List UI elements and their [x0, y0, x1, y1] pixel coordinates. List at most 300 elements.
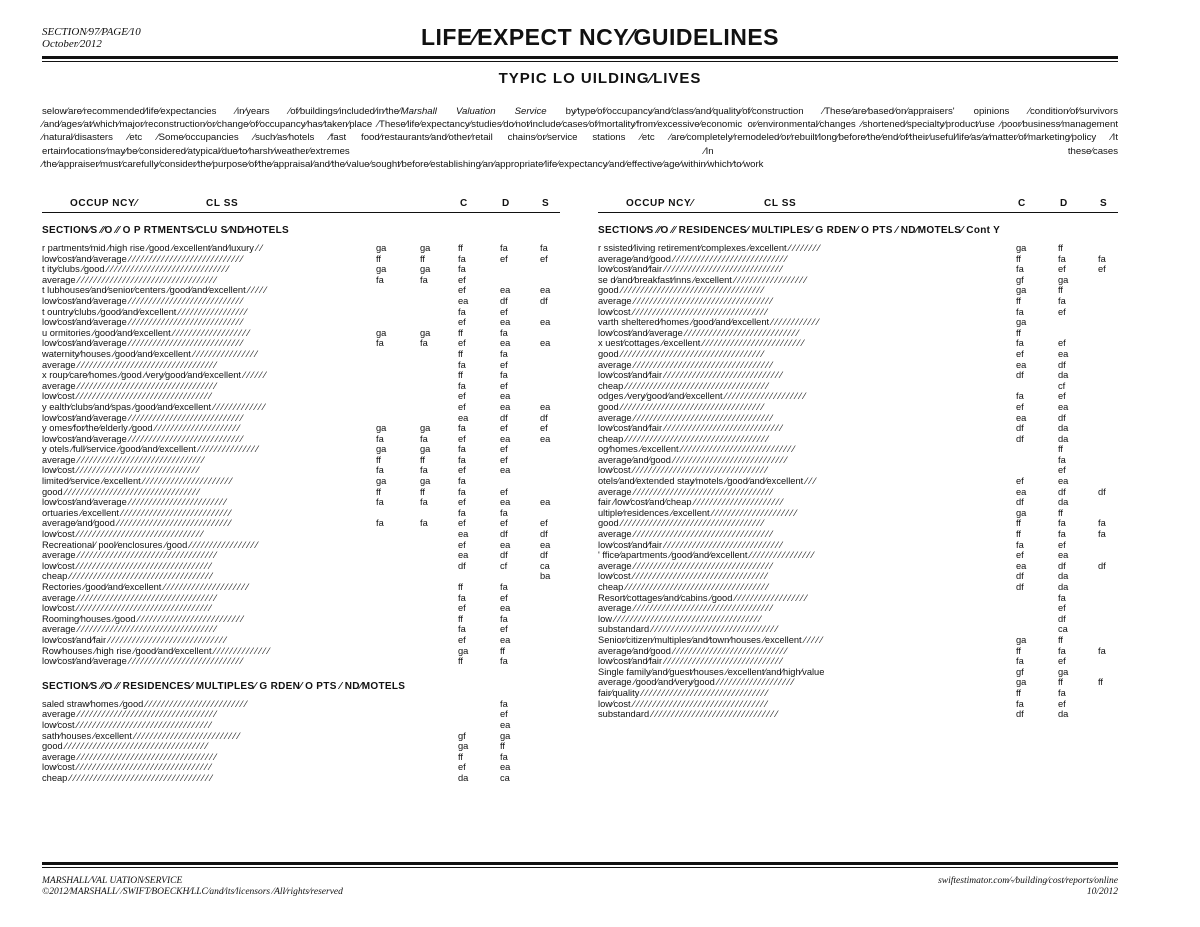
occupancy-label: Rooming⁄houses ⁄good ⁄ ⁄ ⁄ ⁄ ⁄ ⁄ ⁄ ⁄ ⁄ ⁄ ⁄ ⁄ ⁄ ⁄ ⁄ ⁄ ⁄ ⁄ ⁄ ⁄ ⁄ ⁄ ⁄ ⁄ ⁄ ⁄: [42, 613, 244, 624]
table-row: [598, 635, 1118, 646]
occupancy-label: average ⁄ ⁄ ⁄ ⁄ ⁄ ⁄ ⁄ ⁄ ⁄ ⁄ ⁄ ⁄ ⁄ ⁄ ⁄ ⁄ ⁄ ⁄ ⁄ ⁄ ⁄ ⁄ ⁄ ⁄ ⁄ ⁄ ⁄ ⁄ ⁄ ⁄ ⁄ ⁄ ⁄ ⁄: [598, 486, 773, 497]
value-d: ef: [500, 709, 508, 720]
table-row: [598, 688, 1118, 699]
occupancy-label: ' ffice⁄apartments ⁄good⁄and⁄excellent ⁄ ⁄ ⁄ ⁄ ⁄ ⁄ ⁄ ⁄ ⁄ ⁄ ⁄ ⁄ ⁄ ⁄ ⁄ ⁄: [598, 550, 814, 561]
value-c: ff: [1016, 645, 1021, 656]
value-a: fa: [376, 497, 384, 508]
value-d: ea: [500, 634, 511, 645]
table-row: [598, 264, 1118, 275]
occupancy-label: t ity⁄clubs ⁄good ⁄ ⁄ ⁄ ⁄ ⁄ ⁄ ⁄ ⁄ ⁄ ⁄ ⁄ ⁄ ⁄ ⁄ ⁄ ⁄ ⁄ ⁄ ⁄ ⁄ ⁄ ⁄ ⁄ ⁄ ⁄ ⁄ ⁄ ⁄ ⁄ ⁄: [42, 264, 229, 275]
table-row: [42, 423, 560, 434]
occupancy-label: limited⁄service ⁄excellent ⁄ ⁄ ⁄ ⁄ ⁄ ⁄ ⁄ ⁄ ⁄ ⁄ ⁄ ⁄ ⁄ ⁄ ⁄ ⁄ ⁄ ⁄ ⁄ ⁄ ⁄ ⁄: [42, 476, 232, 487]
table-row: [42, 264, 560, 275]
c-header: C: [1018, 198, 1026, 209]
table-row: [42, 307, 560, 318]
occupancy-label: average ⁄ ⁄ ⁄ ⁄ ⁄ ⁄ ⁄ ⁄ ⁄ ⁄ ⁄ ⁄ ⁄ ⁄ ⁄ ⁄ ⁄ ⁄ ⁄ ⁄ ⁄ ⁄ ⁄ ⁄ ⁄ ⁄ ⁄ ⁄ ⁄ ⁄ ⁄ ⁄ ⁄ ⁄: [598, 529, 773, 540]
value-a: fa: [376, 518, 384, 529]
value-d: ef: [1058, 306, 1066, 317]
table-row: [598, 455, 1118, 466]
value-d: df: [1058, 560, 1066, 571]
value-c: ea: [458, 295, 469, 306]
occupancy-label: average ⁄ ⁄ ⁄ ⁄ ⁄ ⁄ ⁄ ⁄ ⁄ ⁄ ⁄ ⁄ ⁄ ⁄ ⁄ ⁄ ⁄ ⁄ ⁄ ⁄ ⁄ ⁄ ⁄ ⁄ ⁄ ⁄ ⁄ ⁄ ⁄ ⁄ ⁄ ⁄ ⁄ ⁄: [42, 359, 217, 370]
value-d: df: [500, 412, 508, 423]
value-d: ea: [1058, 401, 1069, 412]
value-c: gf: [1016, 274, 1024, 285]
table-row: [42, 773, 560, 784]
table-row: [598, 360, 1118, 371]
value-d: ga: [1058, 274, 1069, 285]
value-d: ff: [500, 645, 505, 656]
d-header: D: [1060, 198, 1068, 209]
occupancy-label: cheap ⁄ ⁄ ⁄ ⁄ ⁄ ⁄ ⁄ ⁄ ⁄ ⁄ ⁄ ⁄ ⁄ ⁄ ⁄ ⁄ ⁄ ⁄ ⁄ ⁄ ⁄ ⁄ ⁄ ⁄ ⁄ ⁄ ⁄ ⁄ ⁄ ⁄ ⁄ ⁄ ⁄ ⁄ ⁄: [598, 380, 769, 391]
table-row: [598, 402, 1118, 413]
s-header: S: [542, 198, 550, 209]
value-d: ea: [500, 497, 511, 508]
value-d: fa: [500, 613, 508, 624]
footer-rule-thin: [42, 867, 1118, 868]
occupancy-label: x roup⁄care⁄homes ⁄good ⁄very⁄good⁄and⁄excellent ⁄ ⁄ ⁄ ⁄ ⁄ ⁄: [42, 370, 266, 381]
value-s: ff: [1098, 677, 1103, 688]
value-s: fa: [540, 243, 548, 253]
value-d: ef: [1058, 465, 1066, 476]
table-row: [42, 243, 560, 254]
table-row: [598, 529, 1118, 540]
occupancy-label: low⁄cost⁄and⁄fair ⁄ ⁄ ⁄ ⁄ ⁄ ⁄ ⁄ ⁄ ⁄ ⁄ ⁄ ⁄ ⁄ ⁄ ⁄ ⁄ ⁄ ⁄ ⁄ ⁄ ⁄ ⁄ ⁄ ⁄ ⁄ ⁄ ⁄ ⁄ ⁄: [598, 370, 783, 381]
page-subtitle: TYPIC LO UILDING⁄LIVES: [498, 70, 702, 87]
table-row: [598, 487, 1118, 498]
table-row: [598, 677, 1118, 688]
table-row: [598, 349, 1118, 360]
value-d: ef: [500, 380, 508, 391]
table-row: [598, 550, 1118, 561]
occupancy-label: average ⁄ ⁄ ⁄ ⁄ ⁄ ⁄ ⁄ ⁄ ⁄ ⁄ ⁄ ⁄ ⁄ ⁄ ⁄ ⁄ ⁄ ⁄ ⁄ ⁄ ⁄ ⁄ ⁄ ⁄ ⁄ ⁄ ⁄ ⁄ ⁄ ⁄ ⁄ ⁄ ⁄ ⁄: [598, 359, 773, 370]
value-c: df: [458, 560, 466, 571]
table-row: [42, 254, 560, 265]
table-row: [42, 593, 560, 604]
table-row: [42, 328, 560, 339]
left-column: [42, 196, 560, 784]
table-row: [598, 296, 1118, 307]
value-c: ef: [458, 603, 466, 614]
table-row: [598, 540, 1118, 551]
table-row: [598, 413, 1118, 424]
value-c: ef: [458, 274, 466, 285]
value-c: ga: [1016, 285, 1027, 296]
table-row: [598, 275, 1118, 286]
occupancy-label: odges ⁄very⁄good⁄and⁄excellent ⁄ ⁄ ⁄ ⁄ ⁄ ⁄ ⁄ ⁄ ⁄ ⁄ ⁄ ⁄ ⁄ ⁄ ⁄ ⁄ ⁄ ⁄ ⁄ ⁄: [598, 391, 806, 402]
intro-text-2: by⁄type⁄of⁄occupancy⁄and⁄class⁄and⁄quality⁄of⁄construction ⁄These⁄are⁄based⁄on⁄appraisers' opinions ⁄condition⁄of⁄survivors ⁄and⁄ages⁄at⁄which⁄major⁄reconstruction⁄or⁄change⁄of⁄occupancy⁄has⁄taken⁄place ⁄These⁄life⁄expectancy⁄studies⁄do⁄not⁄include⁄cases⁄of⁄mortality⁄from⁄excessive⁄economic or⁄environmental⁄changes ⁄shortened⁄specialty⁄product⁄use ⁄poor⁄business⁄management ⁄natural⁄disasters ⁄etc ⁄Some⁄occupancies ⁄such⁄as⁄hotels ⁄fast food⁄restaurants⁄and⁄other⁄retail chains⁄or⁄service stations ⁄etc ⁄are⁄completely⁄remodeled⁄or⁄rebuilt⁄long⁄before⁄the⁄end⁄of⁄their⁄useful⁄life⁄as⁄a⁄matter⁄of⁄marketing⁄policy ⁄It ertain⁄locations⁄may⁄be⁄considered⁄atypical⁄due⁄to⁄harsh⁄weather⁄extremes ⁄In these⁄cases ⁄the⁄appraiser⁄must⁄carefully⁄consider⁄the⁄purpose⁄of⁄the⁄appraisal⁄and⁄the⁄value⁄sought⁄before⁄establishing⁄an⁄appropriate⁄life⁄expectancy⁄and⁄effective⁄age⁄within⁄which⁄to⁄work: [42, 106, 1118, 170]
occupancy-label: t lubhouses⁄and⁄senior⁄centers ⁄good⁄and⁄excellent ⁄ ⁄ ⁄ ⁄ ⁄: [42, 285, 267, 296]
value-c: ef: [458, 518, 466, 529]
occupancy-header: OCCUP NCY⁄: [70, 198, 138, 209]
occupancy-label: good ⁄ ⁄ ⁄ ⁄ ⁄ ⁄ ⁄ ⁄ ⁄ ⁄ ⁄ ⁄ ⁄ ⁄ ⁄ ⁄ ⁄ ⁄ ⁄ ⁄ ⁄ ⁄ ⁄ ⁄ ⁄ ⁄ ⁄ ⁄ ⁄ ⁄ ⁄ ⁄ ⁄: [42, 486, 200, 497]
table-row: [598, 603, 1118, 614]
value-d: ef: [1058, 338, 1066, 349]
value-d: df: [500, 529, 508, 540]
occupancy-label: varth sheltered⁄homes ⁄good⁄and⁄excellent ⁄ ⁄ ⁄ ⁄ ⁄ ⁄ ⁄ ⁄ ⁄ ⁄ ⁄ ⁄: [598, 317, 819, 328]
occupancy-label: Recreational⁄ pool⁄enclosures ⁄good ⁄ ⁄ ⁄ ⁄ ⁄ ⁄ ⁄ ⁄ ⁄ ⁄ ⁄ ⁄ ⁄ ⁄ ⁄ ⁄ ⁄: [42, 539, 258, 550]
occupancy-label: low⁄cost⁄and⁄average ⁄ ⁄ ⁄ ⁄ ⁄ ⁄ ⁄ ⁄ ⁄ ⁄ ⁄ ⁄ ⁄ ⁄ ⁄ ⁄ ⁄ ⁄ ⁄ ⁄ ⁄ ⁄ ⁄ ⁄ ⁄ ⁄ ⁄ ⁄: [42, 412, 243, 423]
table-row: [598, 709, 1118, 720]
value-c: fa: [1016, 338, 1024, 349]
value-d: ff: [500, 741, 505, 752]
occupancy-label: low⁄cost⁄and⁄average ⁄ ⁄ ⁄ ⁄ ⁄ ⁄ ⁄ ⁄ ⁄ ⁄ ⁄ ⁄ ⁄ ⁄ ⁄ ⁄ ⁄ ⁄ ⁄ ⁄ ⁄ ⁄ ⁄ ⁄: [42, 497, 227, 508]
occupancy-label: average ⁄ ⁄ ⁄ ⁄ ⁄ ⁄ ⁄ ⁄ ⁄ ⁄ ⁄ ⁄ ⁄ ⁄ ⁄ ⁄ ⁄ ⁄ ⁄ ⁄ ⁄ ⁄ ⁄ ⁄ ⁄ ⁄ ⁄ ⁄ ⁄ ⁄ ⁄ ⁄ ⁄ ⁄: [42, 624, 217, 635]
value-d: ef: [500, 444, 508, 455]
value-d: da: [1058, 582, 1069, 592]
table-row: [42, 624, 560, 635]
value-c: df: [1016, 709, 1024, 720]
value-c: ef: [458, 539, 466, 550]
value-b: ga: [420, 264, 431, 275]
occupancy-label: low⁄cost⁄and⁄fair ⁄ ⁄ ⁄ ⁄ ⁄ ⁄ ⁄ ⁄ ⁄ ⁄ ⁄ ⁄ ⁄ ⁄ ⁄ ⁄ ⁄ ⁄ ⁄ ⁄ ⁄ ⁄ ⁄ ⁄ ⁄ ⁄ ⁄ ⁄ ⁄: [598, 539, 783, 550]
occupancy-label: low⁄cost⁄and⁄average ⁄ ⁄ ⁄ ⁄ ⁄ ⁄ ⁄ ⁄ ⁄ ⁄ ⁄ ⁄ ⁄ ⁄ ⁄ ⁄ ⁄ ⁄ ⁄ ⁄ ⁄ ⁄ ⁄ ⁄ ⁄ ⁄ ⁄ ⁄: [42, 338, 243, 349]
table-row: [42, 476, 560, 487]
value-d: ef: [500, 253, 508, 264]
occupancy-label: average ⁄ ⁄ ⁄ ⁄ ⁄ ⁄ ⁄ ⁄ ⁄ ⁄ ⁄ ⁄ ⁄ ⁄ ⁄ ⁄ ⁄ ⁄ ⁄ ⁄ ⁄ ⁄ ⁄ ⁄ ⁄ ⁄ ⁄ ⁄ ⁄ ⁄ ⁄ ⁄ ⁄ ⁄: [598, 560, 773, 571]
copyright-label: ©2012⁄MARSHALL⁄ ⁄SWIFT⁄BOECKH⁄LLC⁄and⁄its⁄licensors ⁄All⁄rights⁄reserved: [42, 887, 343, 897]
value-s: fa: [1098, 529, 1106, 540]
value-a: ff: [376, 486, 381, 497]
value-a: ga: [376, 327, 387, 338]
table-row: [598, 582, 1118, 593]
value-c: df: [1016, 370, 1024, 381]
occupancy-label: low⁄cost⁄and⁄fair ⁄ ⁄ ⁄ ⁄ ⁄ ⁄ ⁄ ⁄ ⁄ ⁄ ⁄ ⁄ ⁄ ⁄ ⁄ ⁄ ⁄ ⁄ ⁄ ⁄ ⁄ ⁄ ⁄ ⁄ ⁄ ⁄ ⁄ ⁄ ⁄: [598, 264, 783, 275]
value-c: ga: [1016, 243, 1027, 253]
value-a: ga: [376, 476, 387, 487]
occupancy-label: fair ⁄low⁄cost⁄and⁄cheap ⁄ ⁄ ⁄ ⁄ ⁄ ⁄ ⁄ ⁄ ⁄ ⁄ ⁄ ⁄ ⁄ ⁄ ⁄ ⁄ ⁄ ⁄ ⁄ ⁄ ⁄ ⁄: [598, 497, 783, 508]
occupancy-label: y omes⁄for⁄the⁄elderly ⁄good ⁄ ⁄ ⁄ ⁄ ⁄ ⁄ ⁄ ⁄ ⁄ ⁄ ⁄ ⁄ ⁄ ⁄ ⁄ ⁄ ⁄ ⁄ ⁄ ⁄ ⁄: [42, 423, 240, 434]
value-b: fa: [420, 518, 428, 529]
table-row: [42, 561, 560, 572]
value-a: ff: [376, 454, 381, 465]
occupancy-label: average⁄and⁄good ⁄ ⁄ ⁄ ⁄ ⁄ ⁄ ⁄ ⁄ ⁄ ⁄ ⁄ ⁄ ⁄ ⁄ ⁄ ⁄ ⁄ ⁄ ⁄ ⁄ ⁄ ⁄ ⁄ ⁄ ⁄ ⁄ ⁄ ⁄: [598, 454, 787, 465]
occupancy-label: Single family⁄and⁄guest⁄houses ⁄excellent⁄and⁄high⁄value: [598, 666, 825, 677]
value-d: cf: [1058, 380, 1066, 391]
table-row: [42, 550, 560, 561]
value-b: ga: [420, 476, 431, 487]
value-d: ef: [1058, 539, 1066, 550]
value-c: fa: [458, 359, 466, 370]
table-row: [42, 582, 560, 593]
value-c: fa: [458, 306, 466, 317]
value-c: fa: [1016, 539, 1024, 550]
value-d: ff: [1058, 285, 1063, 296]
value-c: fa: [458, 264, 466, 275]
value-d: fa: [1058, 518, 1066, 529]
value-s: ef: [540, 423, 548, 434]
occupancy-label: good ⁄ ⁄ ⁄ ⁄ ⁄ ⁄ ⁄ ⁄ ⁄ ⁄ ⁄ ⁄ ⁄ ⁄ ⁄ ⁄ ⁄ ⁄ ⁄ ⁄ ⁄ ⁄ ⁄ ⁄ ⁄ ⁄ ⁄ ⁄ ⁄ ⁄ ⁄ ⁄ ⁄ ⁄ ⁄: [598, 518, 764, 529]
occupancy-label: average ⁄ ⁄ ⁄ ⁄ ⁄ ⁄ ⁄ ⁄ ⁄ ⁄ ⁄ ⁄ ⁄ ⁄ ⁄ ⁄ ⁄ ⁄ ⁄ ⁄ ⁄ ⁄ ⁄ ⁄ ⁄ ⁄ ⁄ ⁄ ⁄ ⁄ ⁄ ⁄ ⁄ ⁄: [42, 592, 217, 603]
table-row: [598, 307, 1118, 318]
value-c: ff: [458, 582, 463, 592]
value-b: ff: [420, 253, 425, 264]
value-d: ff: [1058, 243, 1063, 253]
value-c: ef: [1016, 401, 1024, 412]
table-row: [42, 603, 560, 614]
occupancy-header: OCCUP NCY⁄: [626, 198, 694, 209]
occupancy-label: low⁄cost⁄and⁄fair ⁄ ⁄ ⁄ ⁄ ⁄ ⁄ ⁄ ⁄ ⁄ ⁄ ⁄ ⁄ ⁄ ⁄ ⁄ ⁄ ⁄ ⁄ ⁄ ⁄ ⁄ ⁄ ⁄ ⁄ ⁄ ⁄ ⁄ ⁄ ⁄: [598, 656, 783, 667]
table-row: [42, 540, 560, 551]
value-c: fa: [458, 476, 466, 487]
value-s: fa: [1098, 518, 1106, 529]
occupancy-label: low⁄cost⁄and⁄average ⁄ ⁄ ⁄ ⁄ ⁄ ⁄ ⁄ ⁄ ⁄ ⁄ ⁄ ⁄ ⁄ ⁄ ⁄ ⁄ ⁄ ⁄ ⁄ ⁄ ⁄ ⁄ ⁄ ⁄ ⁄ ⁄ ⁄ ⁄: [42, 433, 243, 444]
footer-rule: [42, 862, 1118, 865]
table-row: [598, 465, 1118, 476]
occupancy-label: average ⁄ ⁄ ⁄ ⁄ ⁄ ⁄ ⁄ ⁄ ⁄ ⁄ ⁄ ⁄ ⁄ ⁄ ⁄ ⁄ ⁄ ⁄ ⁄ ⁄ ⁄ ⁄ ⁄ ⁄ ⁄ ⁄ ⁄ ⁄ ⁄ ⁄ ⁄ ⁄ ⁄ ⁄: [598, 295, 773, 306]
value-c: ff: [1016, 529, 1021, 540]
table-row: [598, 646, 1118, 657]
value-d: ea: [500, 433, 511, 444]
occupancy-label: low⁄cost ⁄ ⁄ ⁄ ⁄ ⁄ ⁄ ⁄ ⁄ ⁄ ⁄ ⁄ ⁄ ⁄ ⁄ ⁄ ⁄ ⁄ ⁄ ⁄ ⁄ ⁄ ⁄ ⁄ ⁄ ⁄ ⁄ ⁄ ⁄ ⁄ ⁄ ⁄: [42, 529, 203, 540]
occupancy-label: y otels ⁄full⁄service ⁄good⁄and⁄excellent ⁄ ⁄ ⁄ ⁄ ⁄ ⁄ ⁄ ⁄ ⁄ ⁄ ⁄ ⁄ ⁄ ⁄ ⁄: [42, 444, 259, 455]
occupancy-label: Resort⁄cottages⁄and⁄cabins ⁄good ⁄ ⁄ ⁄ ⁄ ⁄ ⁄ ⁄ ⁄ ⁄ ⁄ ⁄ ⁄ ⁄ ⁄ ⁄ ⁄ ⁄ ⁄: [598, 592, 807, 603]
right-column-rule: [598, 212, 1118, 213]
value-s: ca: [540, 560, 550, 571]
occupancy-label: average ⁄ ⁄ ⁄ ⁄ ⁄ ⁄ ⁄ ⁄ ⁄ ⁄ ⁄ ⁄ ⁄ ⁄ ⁄ ⁄ ⁄ ⁄ ⁄ ⁄ ⁄ ⁄ ⁄ ⁄ ⁄ ⁄ ⁄ ⁄ ⁄ ⁄ ⁄ ⁄ ⁄ ⁄: [598, 412, 773, 423]
occupancy-label: cheap ⁄ ⁄ ⁄ ⁄ ⁄ ⁄ ⁄ ⁄ ⁄ ⁄ ⁄ ⁄ ⁄ ⁄ ⁄ ⁄ ⁄ ⁄ ⁄ ⁄ ⁄ ⁄ ⁄ ⁄ ⁄ ⁄ ⁄ ⁄ ⁄ ⁄ ⁄ ⁄ ⁄ ⁄ ⁄: [598, 433, 769, 444]
value-c: ff: [1016, 295, 1021, 306]
table-row: [42, 487, 560, 498]
occupancy-label: saled straw⁄homes ⁄good ⁄ ⁄ ⁄ ⁄ ⁄ ⁄ ⁄ ⁄ ⁄ ⁄ ⁄ ⁄ ⁄ ⁄ ⁄ ⁄ ⁄ ⁄ ⁄ ⁄ ⁄ ⁄ ⁄ ⁄ ⁄: [42, 698, 247, 709]
title-rule-thin: [42, 61, 1118, 62]
value-s: ea: [540, 338, 551, 349]
value-s: df: [1098, 486, 1106, 497]
value-c: ef: [1016, 476, 1024, 487]
table-row: [42, 720, 560, 731]
value-d: ea: [500, 539, 511, 550]
value-d: fa: [1058, 454, 1066, 465]
value-c: fa: [458, 380, 466, 391]
value-c: fa: [458, 507, 466, 518]
value-d: ca: [500, 772, 510, 783]
value-d: ef: [500, 624, 508, 635]
table-row: [42, 508, 560, 519]
value-c: ga: [1016, 317, 1027, 328]
value-c: ga: [458, 741, 469, 752]
value-c: fa: [1016, 698, 1024, 709]
table-row: [598, 338, 1118, 349]
table-row: [42, 402, 560, 413]
value-c: ef: [458, 338, 466, 349]
footer-left: [42, 876, 343, 898]
title-rule: [42, 56, 1118, 59]
value-d: ef: [1058, 656, 1066, 667]
value-d: df: [500, 550, 508, 561]
table-row: [598, 381, 1118, 392]
intro-paragraph: [42, 105, 1118, 171]
occupancy-label: low⁄cost ⁄ ⁄ ⁄ ⁄ ⁄ ⁄ ⁄ ⁄ ⁄ ⁄ ⁄ ⁄ ⁄ ⁄ ⁄ ⁄ ⁄ ⁄ ⁄ ⁄ ⁄ ⁄ ⁄ ⁄ ⁄ ⁄ ⁄ ⁄ ⁄ ⁄: [42, 465, 199, 476]
occupancy-label: r ssisted⁄living retirement⁄complexes ⁄excellent ⁄ ⁄ ⁄ ⁄ ⁄ ⁄ ⁄ ⁄: [598, 243, 820, 253]
occupancy-label: Senior⁄citizen⁄multiples⁄and⁄town⁄houses ⁄excellent ⁄ ⁄ ⁄ ⁄ ⁄: [598, 634, 823, 645]
occupancy-label: good ⁄ ⁄ ⁄ ⁄ ⁄ ⁄ ⁄ ⁄ ⁄ ⁄ ⁄ ⁄ ⁄ ⁄ ⁄ ⁄ ⁄ ⁄ ⁄ ⁄ ⁄ ⁄ ⁄ ⁄ ⁄ ⁄ ⁄ ⁄ ⁄ ⁄ ⁄ ⁄ ⁄ ⁄ ⁄: [42, 741, 208, 752]
value-d: ea: [500, 401, 511, 412]
value-d: ga: [1058, 666, 1069, 677]
s-header: S: [1100, 198, 1108, 209]
value-a: ff: [376, 253, 381, 264]
publisher-label: MARSHALL⁄VAL UATION⁄SERVICE: [42, 876, 183, 886]
value-d: ef: [1058, 391, 1066, 402]
value-d: ea: [500, 391, 511, 402]
value-d: df: [1058, 412, 1066, 423]
value-d: ea: [1058, 550, 1069, 561]
value-a: fa: [376, 274, 384, 285]
value-c: ef: [458, 433, 466, 444]
table-row: [42, 699, 560, 710]
value-b: ga: [420, 243, 431, 253]
d-header: D: [502, 198, 510, 209]
value-c: df: [1016, 582, 1024, 592]
value-c: ea: [458, 412, 469, 423]
table-row: [42, 731, 560, 742]
table-row: [42, 296, 560, 307]
value-c: ea: [458, 550, 469, 561]
value-c: ea: [1016, 412, 1027, 423]
date-label: October⁄2012: [42, 38, 102, 50]
value-a: fa: [376, 338, 384, 349]
right-column-header: [598, 196, 1118, 212]
value-s: fa: [1098, 253, 1106, 264]
value-d: df: [1058, 486, 1066, 497]
value-c: ff: [1016, 327, 1021, 338]
value-c: fa: [458, 624, 466, 635]
value-d: ga: [500, 730, 511, 741]
value-c: ea: [1016, 560, 1027, 571]
occupancy-label: average ⁄good⁄and⁄very⁄good ⁄ ⁄ ⁄ ⁄ ⁄ ⁄ ⁄ ⁄ ⁄ ⁄ ⁄ ⁄ ⁄ ⁄ ⁄ ⁄ ⁄ ⁄ ⁄: [598, 677, 794, 688]
value-d: fa: [1058, 295, 1066, 306]
value-c: ff: [1016, 687, 1021, 698]
value-c: ea: [458, 529, 469, 540]
value-b: fa: [420, 465, 428, 476]
value-c: fa: [458, 253, 466, 264]
table-row: [598, 317, 1118, 328]
occupancy-label: y ealth⁄clubs⁄and⁄spas ⁄good⁄and⁄excellent ⁄ ⁄ ⁄ ⁄ ⁄ ⁄ ⁄ ⁄ ⁄ ⁄ ⁄ ⁄ ⁄: [42, 401, 265, 412]
value-c: ff: [458, 370, 463, 381]
value-c: fa: [1016, 264, 1024, 275]
value-a: ga: [376, 444, 387, 455]
table-row: [42, 741, 560, 752]
value-s: df: [540, 550, 548, 561]
value-d: fa: [1058, 592, 1066, 603]
left-column-rule: [42, 212, 560, 213]
value-a: ga: [376, 264, 387, 275]
table-row: [42, 497, 560, 508]
table-row: [42, 391, 560, 402]
table-row: [42, 317, 560, 328]
occupancy-label: average ⁄ ⁄ ⁄ ⁄ ⁄ ⁄ ⁄ ⁄ ⁄ ⁄ ⁄ ⁄ ⁄ ⁄ ⁄ ⁄ ⁄ ⁄ ⁄ ⁄ ⁄ ⁄ ⁄ ⁄ ⁄ ⁄ ⁄ ⁄ ⁄ ⁄ ⁄ ⁄ ⁄ ⁄: [42, 274, 217, 285]
value-c: ff: [1016, 253, 1021, 264]
occupancy-label: low ⁄ ⁄ ⁄ ⁄ ⁄ ⁄ ⁄ ⁄ ⁄ ⁄ ⁄ ⁄ ⁄ ⁄ ⁄ ⁄ ⁄ ⁄ ⁄ ⁄ ⁄ ⁄ ⁄ ⁄ ⁄ ⁄ ⁄ ⁄ ⁄ ⁄ ⁄ ⁄ ⁄ ⁄ ⁄ ⁄: [598, 613, 761, 624]
value-s: ef: [540, 518, 548, 529]
value-d: fa: [500, 507, 508, 518]
table-row: [598, 699, 1118, 710]
value-d: ea: [500, 465, 511, 476]
table-row: [598, 667, 1118, 678]
section-page-label: SECTION⁄97⁄PAGE⁄10: [42, 26, 141, 38]
website-link[interactable]: swiftestimator.com⁄-⁄building⁄cost⁄reports⁄online: [938, 876, 1118, 886]
value-d: fa: [500, 348, 508, 359]
occupancy-label: low⁄cost⁄and⁄average ⁄ ⁄ ⁄ ⁄ ⁄ ⁄ ⁄ ⁄ ⁄ ⁄ ⁄ ⁄ ⁄ ⁄ ⁄ ⁄ ⁄ ⁄ ⁄ ⁄ ⁄ ⁄ ⁄ ⁄ ⁄ ⁄ ⁄ ⁄: [42, 656, 243, 667]
value-c: ef: [1016, 550, 1024, 561]
value-d: ef: [500, 306, 508, 317]
left-column-header: [42, 196, 560, 212]
occupancy-label: average⁄and⁄good ⁄ ⁄ ⁄ ⁄ ⁄ ⁄ ⁄ ⁄ ⁄ ⁄ ⁄ ⁄ ⁄ ⁄ ⁄ ⁄ ⁄ ⁄ ⁄ ⁄ ⁄ ⁄ ⁄ ⁄ ⁄ ⁄ ⁄ ⁄: [598, 645, 787, 656]
value-b: fa: [420, 433, 428, 444]
value-s: ea: [540, 317, 551, 328]
value-d: da: [1058, 433, 1069, 444]
value-c: fa: [458, 423, 466, 434]
occupancy-label: ortuaries ⁄excellent ⁄ ⁄ ⁄ ⁄ ⁄ ⁄ ⁄ ⁄ ⁄ ⁄ ⁄ ⁄ ⁄ ⁄ ⁄ ⁄ ⁄ ⁄ ⁄ ⁄ ⁄ ⁄ ⁄ ⁄ ⁄ ⁄ ⁄: [42, 507, 231, 518]
value-a: fa: [376, 465, 384, 476]
value-c: fa: [458, 592, 466, 603]
value-c: fa: [1016, 306, 1024, 317]
occupancy-label: low⁄cost ⁄ ⁄ ⁄ ⁄ ⁄ ⁄ ⁄ ⁄ ⁄ ⁄ ⁄ ⁄ ⁄ ⁄ ⁄ ⁄ ⁄ ⁄ ⁄ ⁄ ⁄ ⁄ ⁄ ⁄ ⁄ ⁄ ⁄ ⁄ ⁄ ⁄ ⁄ ⁄ ⁄: [42, 762, 212, 773]
table-row: [42, 518, 560, 529]
table-row: [42, 656, 560, 667]
page-title: LIFE⁄EXPECT NCY⁄GUIDELINES: [420, 24, 780, 50]
table-row: [598, 285, 1118, 296]
value-b: ff: [420, 454, 425, 465]
value-d: ef: [1058, 698, 1066, 709]
occupancy-label: average⁄and⁄good ⁄ ⁄ ⁄ ⁄ ⁄ ⁄ ⁄ ⁄ ⁄ ⁄ ⁄ ⁄ ⁄ ⁄ ⁄ ⁄ ⁄ ⁄ ⁄ ⁄ ⁄ ⁄ ⁄ ⁄ ⁄ ⁄ ⁄ ⁄: [42, 518, 231, 529]
table-row: [42, 646, 560, 657]
table-row: [42, 455, 560, 466]
table-row: [42, 275, 560, 286]
table-row: [42, 349, 560, 360]
occupancy-label: low⁄cost⁄and⁄average ⁄ ⁄ ⁄ ⁄ ⁄ ⁄ ⁄ ⁄ ⁄ ⁄ ⁄ ⁄ ⁄ ⁄ ⁄ ⁄ ⁄ ⁄ ⁄ ⁄ ⁄ ⁄ ⁄ ⁄ ⁄ ⁄ ⁄ ⁄: [42, 253, 243, 264]
table-row: [598, 561, 1118, 572]
value-s: fa: [1098, 645, 1106, 656]
table-row: [42, 529, 560, 540]
table-row: [42, 434, 560, 445]
value-d: ef: [500, 359, 508, 370]
occupancy-label: average⁄and⁄good ⁄ ⁄ ⁄ ⁄ ⁄ ⁄ ⁄ ⁄ ⁄ ⁄ ⁄ ⁄ ⁄ ⁄ ⁄ ⁄ ⁄ ⁄ ⁄ ⁄ ⁄ ⁄ ⁄ ⁄ ⁄ ⁄ ⁄ ⁄: [598, 253, 787, 264]
value-d: da: [1058, 497, 1069, 508]
value-c: ef: [458, 497, 466, 508]
occupancy-label: og⁄homes ⁄excellent ⁄ ⁄ ⁄ ⁄ ⁄ ⁄ ⁄ ⁄ ⁄ ⁄ ⁄ ⁄ ⁄ ⁄ ⁄ ⁄ ⁄ ⁄ ⁄ ⁄ ⁄ ⁄ ⁄ ⁄ ⁄ ⁄ ⁄ ⁄: [598, 444, 795, 455]
value-d: ea: [500, 719, 511, 730]
value-d: da: [1058, 423, 1069, 434]
value-d: ea: [1058, 476, 1069, 487]
value-b: ga: [420, 423, 431, 434]
table-row: [598, 518, 1118, 529]
class-header: CL SS: [764, 198, 797, 209]
occupancy-label: t ountry⁄clubs ⁄good⁄and⁄excellent ⁄ ⁄ ⁄ ⁄ ⁄ ⁄ ⁄ ⁄ ⁄ ⁄ ⁄ ⁄ ⁄ ⁄ ⁄ ⁄ ⁄: [42, 306, 247, 317]
value-c: fa: [1016, 656, 1024, 667]
value-d: ea: [500, 317, 511, 328]
table-row: [42, 465, 560, 476]
value-d: ea: [500, 338, 511, 349]
value-c: ga: [1016, 634, 1027, 645]
section-heading: SECTION⁄S ⁄⁄O ⁄⁄ RESIDENCES⁄ MULTIPLES⁄ G RDEN⁄ O PTS ⁄ ND⁄MOTELS: [42, 680, 406, 692]
value-s: ea: [540, 433, 551, 444]
value-d: ef: [1058, 264, 1066, 275]
table-row: [598, 434, 1118, 445]
value-d: ef: [1058, 603, 1066, 614]
value-c: ef: [458, 391, 466, 402]
value-d: ef: [500, 592, 508, 603]
value-s: ef: [540, 253, 548, 264]
value-b: fa: [420, 274, 428, 285]
value-d: ea: [500, 603, 511, 614]
section-heading: SECTION⁄S ⁄⁄O ⁄⁄ RESIDENCES⁄ MULTIPLES⁄ G RDEN⁄ O PTS ⁄ ND⁄MOTELS⁄ Cont Y: [598, 225, 1001, 236]
value-d: df: [1058, 359, 1066, 370]
occupancy-label: cheap ⁄ ⁄ ⁄ ⁄ ⁄ ⁄ ⁄ ⁄ ⁄ ⁄ ⁄ ⁄ ⁄ ⁄ ⁄ ⁄ ⁄ ⁄ ⁄ ⁄ ⁄ ⁄ ⁄ ⁄ ⁄ ⁄ ⁄ ⁄ ⁄ ⁄ ⁄ ⁄ ⁄ ⁄ ⁄: [598, 582, 769, 592]
occupancy-label: substandard ⁄ ⁄ ⁄ ⁄ ⁄ ⁄ ⁄ ⁄ ⁄ ⁄ ⁄ ⁄ ⁄ ⁄ ⁄ ⁄ ⁄ ⁄ ⁄ ⁄ ⁄ ⁄ ⁄ ⁄ ⁄ ⁄ ⁄ ⁄ ⁄ ⁄ ⁄: [598, 709, 778, 720]
value-b: fa: [420, 338, 428, 349]
value-s: ea: [540, 497, 551, 508]
occupancy-label: Rectories ⁄good⁄and⁄excellent ⁄ ⁄ ⁄ ⁄ ⁄ ⁄ ⁄ ⁄ ⁄ ⁄ ⁄ ⁄ ⁄ ⁄ ⁄ ⁄ ⁄ ⁄ ⁄ ⁄ ⁄: [42, 582, 249, 592]
